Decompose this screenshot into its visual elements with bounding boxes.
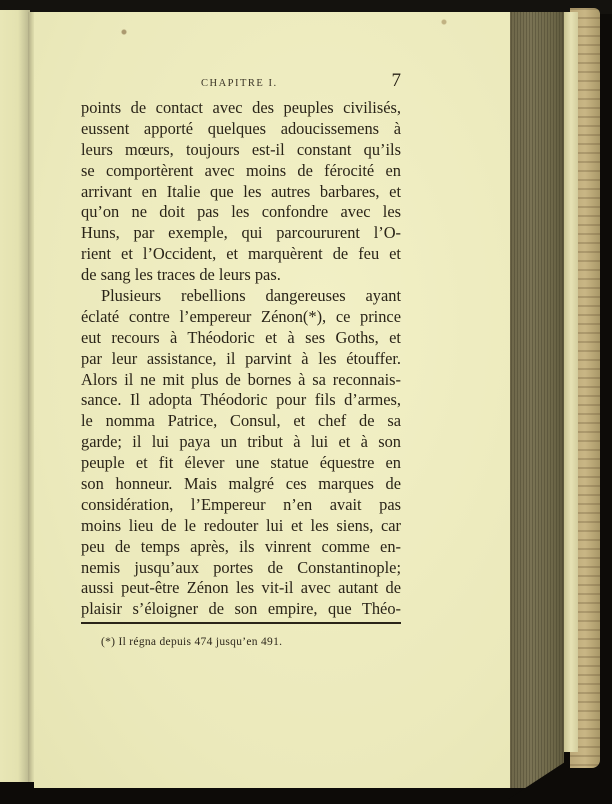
text-line: considération, l’Empereur n’en avait pas [81,494,401,514]
text-line: peu de temps après, ils vinrent comme en- [81,536,401,556]
cover-inner-strip [564,12,578,752]
text-line: arrivant en Italie que les autres barbares, et [81,181,401,201]
text-line: points de contact avec des peuples civilisés, [81,98,401,117]
text-line: le nomma Patrice, Consul, et chef de sa [81,411,401,431]
text-line: rient et l’Occident, et marquèrent de feu et [81,244,401,264]
text-line: plaisir s’éloigner de son empire, que Théo- [81,599,401,619]
text-line: son honneur. Mais malgré ces marques de [81,474,401,494]
text-line: sance. Il adopta Théodoric pour fils d’armes, [81,390,401,410]
page-content [81,70,401,620]
text-line: Huns, par exemple, qui parcoururent l’O- [81,223,401,243]
text-line: eut recours à Théodoric et à ses Goths, et [81,327,401,347]
text-line: nemis jusqu’aux portes de Constantinople; [81,557,401,577]
text-line: eussent apporté quelques adoucissemens à [81,118,401,138]
body-text [81,98,401,620]
footnote-rule [81,622,401,624]
text-line: se comportèrent avec moins de férocité en [81,160,401,180]
running-head [81,70,401,98]
text-line: garde; il lui paya un tribut à lui et à son [81,432,401,452]
left-page-edge [0,10,30,782]
text-line: peuple et fit élever une statue équestre en [81,453,401,473]
text-line: Plusieurs rebellions dangereuses ayant [101,286,401,306]
text-line: Alors il ne mit plus de bornes à sa reconnais- [81,369,401,389]
chapter-label: CHAPITRE I. [201,78,278,89]
text-line: moins lieu de le redouter lui et les siens, car [81,515,401,535]
text-line: par leur assistance, il parvint à les étouffer. [81,348,401,368]
text-line: éclaté contre l’empereur Zénon(*), ce prince [81,306,401,326]
page-number: 7 [391,70,401,91]
text-line: leurs mœurs, toujours est-il constant qu’ils [81,139,401,159]
text-line: qu’on ne doit pas les confondre avec les [81,202,401,222]
text-line: de sang les traces de leurs pas. [81,265,281,285]
text-line: aussi peut-être Zénon les vit-il avec autant de [81,578,401,598]
footnote: (*) Il régna depuis 474 jusqu’en 491. [101,636,283,648]
page-block-edges [508,12,564,788]
